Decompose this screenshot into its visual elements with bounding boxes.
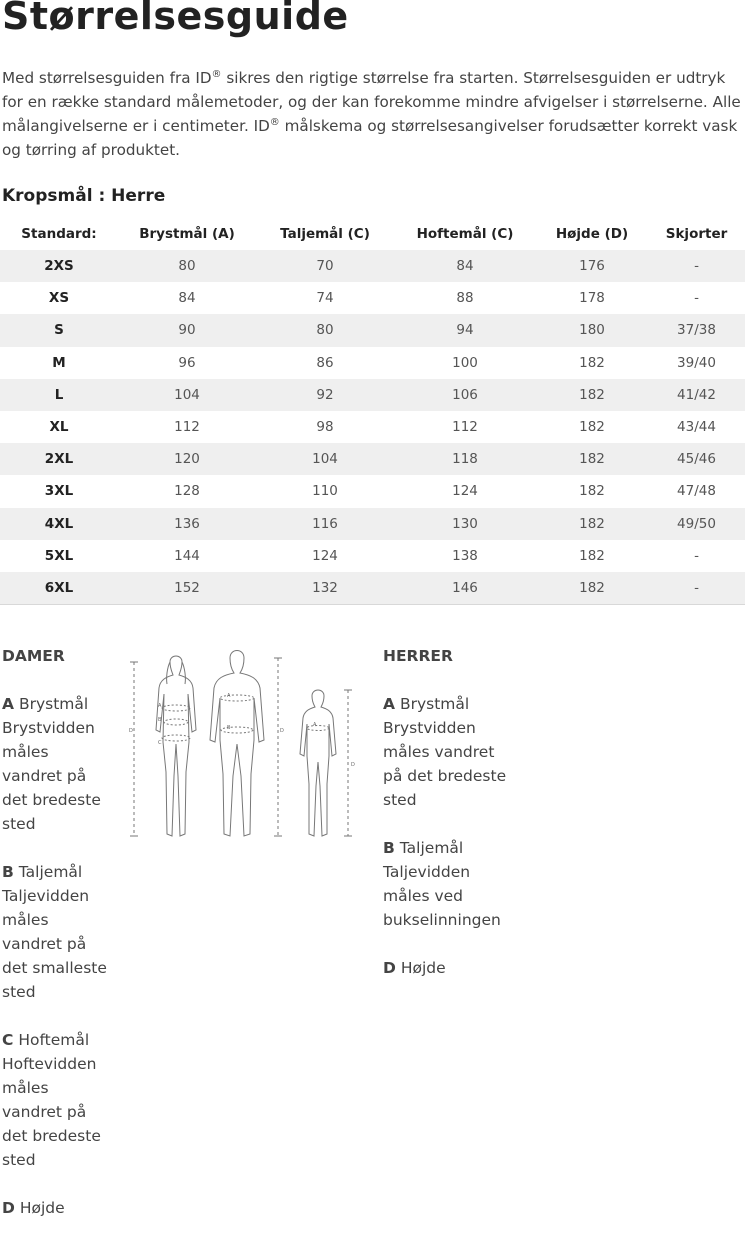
measure-title: Taljemål (399, 839, 464, 857)
column-header: Højde (D) (555, 226, 629, 242)
woman-label-c: C (158, 740, 162, 746)
value-cell: 84 (394, 250, 536, 282)
measure-letter: D (2, 1199, 15, 1217)
size-cell: 4XL (0, 508, 118, 540)
table-row (0, 379, 745, 411)
value-cell: 106 (394, 379, 536, 411)
value-cell: 182 (536, 443, 648, 475)
damer-column (2, 644, 112, 1244)
measure-title: Taljemål (18, 863, 83, 881)
measure-title: Brystmål (399, 695, 470, 713)
size-cell: M (52, 354, 66, 371)
size-cell: 5XL (44, 547, 74, 564)
value-cell: 47/48 (677, 483, 716, 500)
value-cell: 49/50 (648, 508, 745, 540)
registered-mark: ® (211, 68, 222, 80)
damer-measure-c (2, 1028, 112, 1172)
value-cell: 124 (452, 483, 478, 500)
woman-silhouette (130, 656, 196, 836)
value-cell: 80 (256, 314, 394, 346)
value-cell: 104 (118, 379, 256, 411)
value-cell: 86 (316, 354, 334, 371)
value-cell: - (694, 547, 699, 564)
value-cell: 94 (394, 314, 536, 346)
value-cell: 112 (174, 419, 200, 436)
man-label-b: B (227, 725, 231, 731)
measure-text: Hoftevidden måles vandret på det bredeste sted (2, 1055, 101, 1169)
man-label-a: A (227, 693, 231, 699)
measure-text: Taljevidden måles ved bukselinningen (383, 863, 501, 929)
herrer-column (383, 644, 513, 1004)
damer-measure-d (2, 1196, 112, 1220)
section-title: Kropsmål : Herre (2, 186, 166, 206)
intro-part-3: målskema og størrelsesangivelser forudsætter korrekt vask og tørring af produktet. (2, 117, 738, 159)
size-cell: L (0, 379, 118, 411)
measure-text: Brystvidden måles vandret på det bredeste sted (2, 719, 101, 833)
value-cell: 182 (579, 547, 605, 564)
table-header-row (0, 218, 745, 250)
value-cell: 74 (316, 290, 334, 307)
intro-text (2, 66, 744, 162)
measure-title: Hoftemål (18, 1031, 90, 1049)
value-cell: 90 (118, 314, 256, 346)
measure-letter: B (2, 863, 14, 881)
value-cell: 182 (579, 483, 605, 500)
measure-title: Højde (19, 1199, 65, 1217)
woman-label-a: A (158, 703, 162, 709)
child-label-d: D (351, 762, 355, 768)
value-cell: 120 (118, 443, 256, 475)
table-row (0, 314, 745, 346)
man-silhouette (210, 651, 282, 837)
woman-label-b: B (158, 717, 162, 723)
value-cell: 45/46 (648, 443, 745, 475)
table-row (0, 282, 745, 314)
table-row (0, 540, 745, 572)
size-cell: S (0, 314, 118, 346)
value-cell: 182 (579, 354, 605, 371)
value-cell: 70 (256, 250, 394, 282)
value-cell: 178 (579, 290, 605, 307)
body-measurement-figure (126, 644, 366, 844)
damer-heading: DAMER (2, 647, 65, 665)
value-cell: - (648, 250, 745, 282)
table-row (0, 443, 745, 475)
child-label-a: A (313, 722, 317, 728)
value-cell: 96 (178, 354, 196, 371)
measure-text: Taljevidden måles vandret på det smalleste sted (2, 887, 107, 1001)
value-cell: 88 (456, 290, 474, 307)
value-cell: 80 (118, 250, 256, 282)
table-row (0, 250, 745, 282)
table-row (0, 411, 745, 443)
damer-measure-b (2, 860, 112, 1004)
value-cell: 138 (452, 547, 478, 564)
intro-part-1: Med størrelsesguiden fra ID (2, 69, 212, 87)
woman-label-d: D (129, 728, 133, 734)
measure-letter: C (2, 1031, 14, 1049)
value-cell: 116 (256, 508, 394, 540)
value-cell: 118 (394, 443, 536, 475)
column-header: Skjorter (665, 226, 728, 242)
value-cell: 182 (536, 379, 648, 411)
value-cell: 124 (312, 547, 338, 564)
table-row (0, 508, 745, 540)
column-header: Taljemål (C) (280, 226, 370, 242)
value-cell: 104 (256, 443, 394, 475)
column-header: Hoftemål (C) (416, 226, 514, 242)
measure-letter: A (2, 695, 14, 713)
value-cell: 176 (536, 250, 648, 282)
value-cell: 98 (316, 419, 334, 436)
child-silhouette (300, 690, 352, 836)
size-cell: XS (48, 290, 70, 307)
table-row (0, 572, 745, 604)
table-row (0, 475, 745, 507)
value-cell: 110 (312, 483, 338, 500)
measure-title: Brystmål (18, 695, 89, 713)
value-cell: 112 (452, 419, 478, 436)
value-cell: 152 (118, 572, 256, 604)
value-cell: 130 (394, 508, 536, 540)
size-cell: 3XL (44, 483, 74, 500)
value-cell: 182 (536, 572, 648, 604)
table-row (0, 347, 745, 379)
registered-mark: ® (269, 116, 280, 128)
value-cell: 41/42 (648, 379, 745, 411)
value-cell: 100 (452, 354, 478, 371)
value-cell: 128 (174, 483, 200, 500)
measure-letter: A (383, 695, 395, 713)
value-cell: 37/38 (648, 314, 745, 346)
value-cell: 84 (178, 290, 196, 307)
man-label-d: D (280, 728, 284, 734)
intro-part-2: sikres den rigtige størrelse fra starten. Størrelsesguiden er udtryk for en række standard målemetoder, og der kan forekomme mindre afvigelser i størrelserne. Alle målangivelserne er i centimeter. ID (2, 69, 741, 135)
value-cell: - (694, 290, 699, 307)
size-cell: 2XL (0, 443, 118, 475)
measure-title: Højde (400, 959, 446, 977)
value-cell: 182 (579, 419, 605, 436)
value-cell: 136 (118, 508, 256, 540)
page-title: Størrelsesguide (2, 0, 349, 38)
value-cell: 92 (256, 379, 394, 411)
size-cell: 2XS (0, 250, 118, 282)
herrer-measure-d (383, 956, 513, 980)
measure-text: Brystvidden måles vandret på det bredeste sted (383, 719, 507, 809)
damer-measure-a (2, 692, 112, 836)
value-cell: 182 (536, 508, 648, 540)
measure-letter: D (383, 959, 396, 977)
herrer-heading: HERRER (383, 647, 453, 665)
herrer-measure-a (383, 692, 513, 812)
column-header: Standard: (21, 226, 97, 242)
value-cell: 43/44 (677, 419, 716, 436)
herrer-measure-b (383, 836, 513, 932)
value-cell: 180 (536, 314, 648, 346)
size-cell: XL (49, 419, 69, 436)
value-cell: - (648, 572, 745, 604)
value-cell: 39/40 (677, 354, 716, 371)
measure-letter: B (383, 839, 395, 857)
value-cell: 132 (256, 572, 394, 604)
size-table (0, 218, 745, 605)
column-header: Brystmål (A) (139, 226, 235, 242)
value-cell: 146 (394, 572, 536, 604)
value-cell: 144 (174, 547, 200, 564)
size-cell: 6XL (0, 572, 118, 604)
